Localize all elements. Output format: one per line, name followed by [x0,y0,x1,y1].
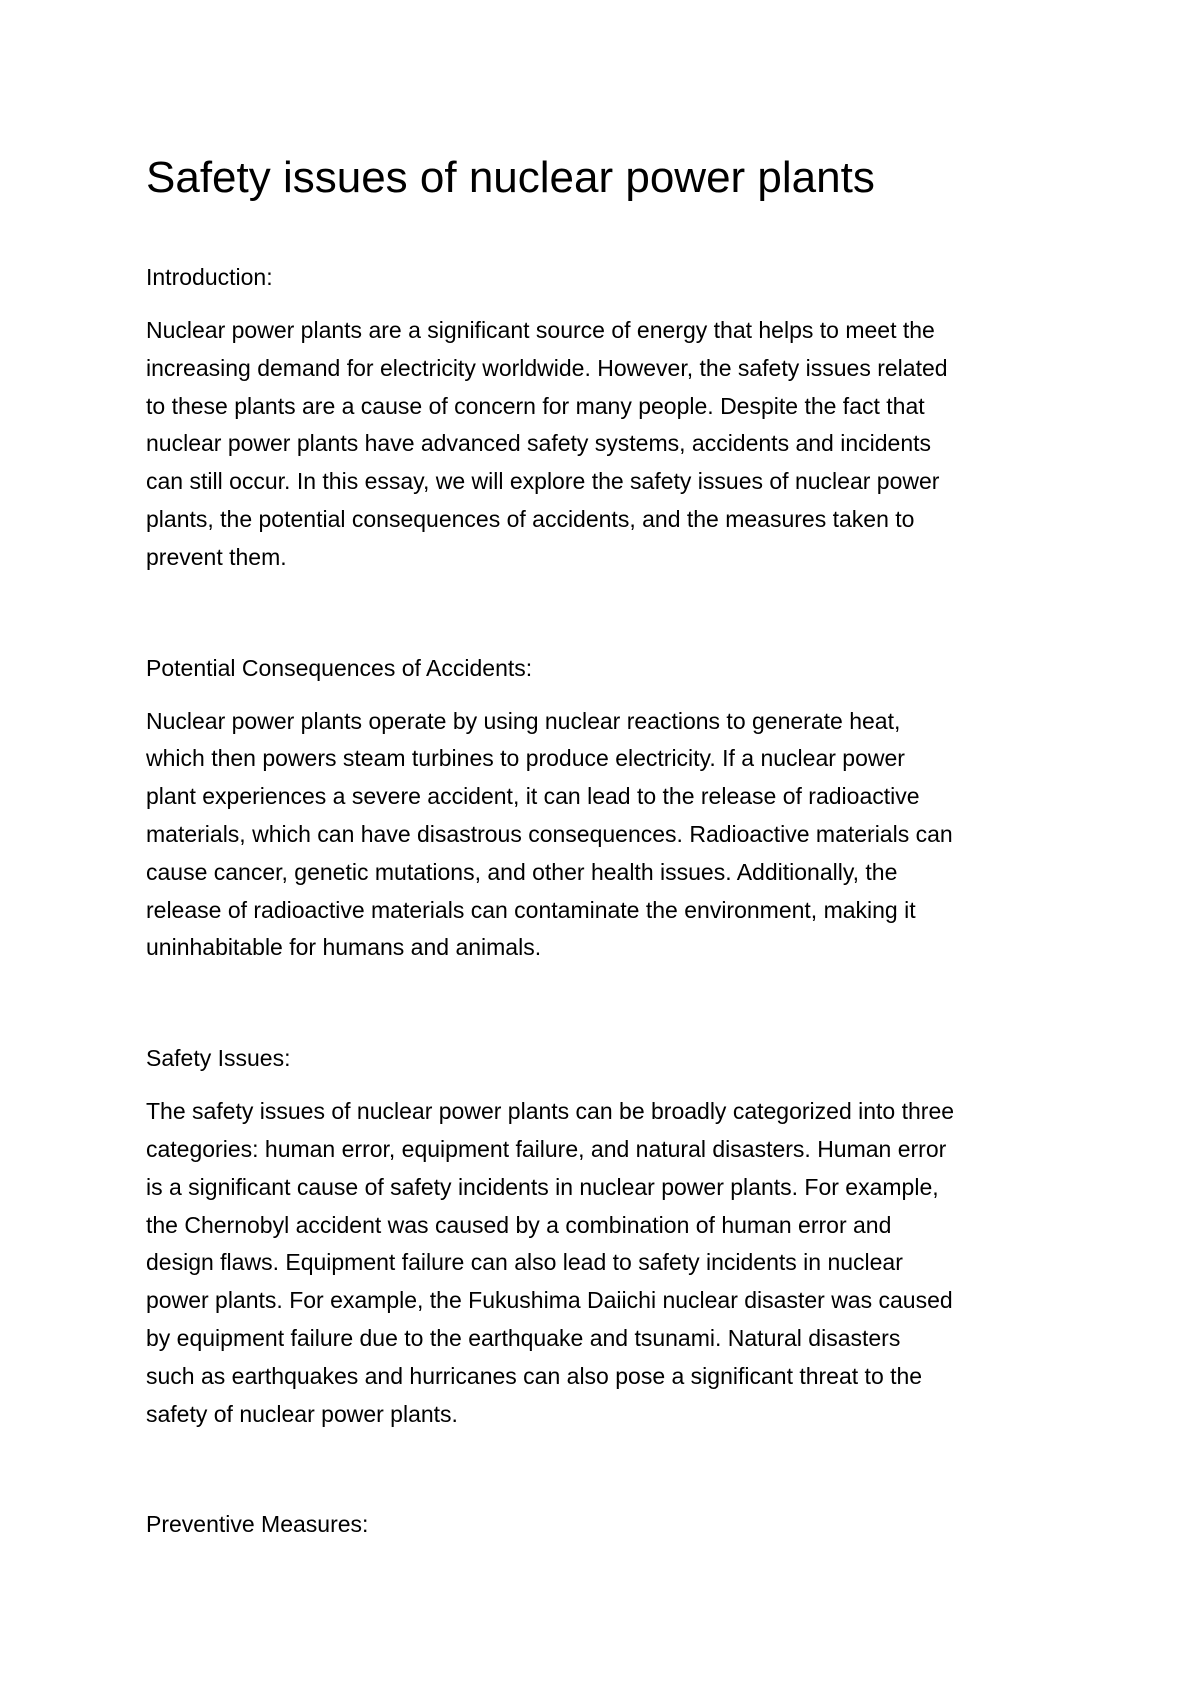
paragraph-line: is a significant cause of safety incidents in nuclear power plants. For example, [146,1173,939,1200]
section-heading-potential-consequences: Potential Consequences of Accidents: [146,654,533,681]
paragraph-line: release of radioactive materials can contaminate the environment, making it [146,896,916,923]
section-heading-safety-issues: Safety Issues: [146,1045,291,1072]
paragraph-line: prevent them. [146,543,287,570]
section-paragraph-potential-consequences [146,703,1076,968]
section-heading-preventive-measures: Preventive Measures: [146,1511,369,1538]
paragraph-line: categories: human error, equipment failure, and natural disasters. Human error [146,1135,947,1162]
paragraph-line: the Chernobyl accident was caused by a combination of human error and [146,1211,892,1238]
document-title: Safety issues of nuclear power plants [146,153,875,202]
paragraph-line: Nuclear power plants are a significant source of energy that helps to meet the [146,317,935,343]
paragraph-line: increasing demand for electricity worldwide. However, the safety issues related [146,354,948,381]
paragraph-line: Nuclear power plants operate by using nuclear reactions to generate heat, [146,707,901,734]
paragraph-line: plant experiences a severe accident, it can lead to the release of radioactive [146,783,920,810]
paragraph-line: can still occur. In this essay, we will explore the safety issues of nuclear power [146,468,940,495]
paragraph-line: which then powers steam turbines to produce electricity. If a nuclear power [146,745,905,772]
paragraph-line: uninhabitable for humans and animals. [146,934,542,961]
document-content [146,150,1076,1543]
paragraph-line: by equipment failure due to the earthquake and tsunami. Natural disasters [146,1324,901,1351]
section-heading-introduction: Introduction: [146,264,273,290]
paragraph-line: nuclear power plants have advanced safety systems, accidents and incidents [146,430,931,457]
paragraph-line: materials, which can have disastrous consequences. Radioactive materials can [146,820,953,847]
paragraph-line: to these plants are a cause of concern for many people. Despite the fact that [146,392,925,419]
section-paragraph-introduction [146,312,1076,577]
paragraph-line: power plants. For example, the Fukushima Daiichi nuclear disaster was caused [146,1287,953,1314]
paragraph-line: design flaws. Equipment failure can also lead to safety incidents in nuclear [146,1249,903,1276]
paragraph-line: The safety issues of nuclear power plants can be broadly categorized into three [146,1098,955,1125]
paragraph-line: plants, the potential consequences of accidents, and the measures taken to [146,505,915,532]
paragraph-line: such as earthquakes and hurricanes can also pose a significant threat to the [146,1362,923,1389]
paragraph-line: safety of nuclear power plants. [146,1400,458,1427]
section-paragraph-safety-issues [146,1093,1076,1433]
paragraph-line: cause cancer, genetic mutations, and other health issues. Additionally, the [146,858,898,885]
